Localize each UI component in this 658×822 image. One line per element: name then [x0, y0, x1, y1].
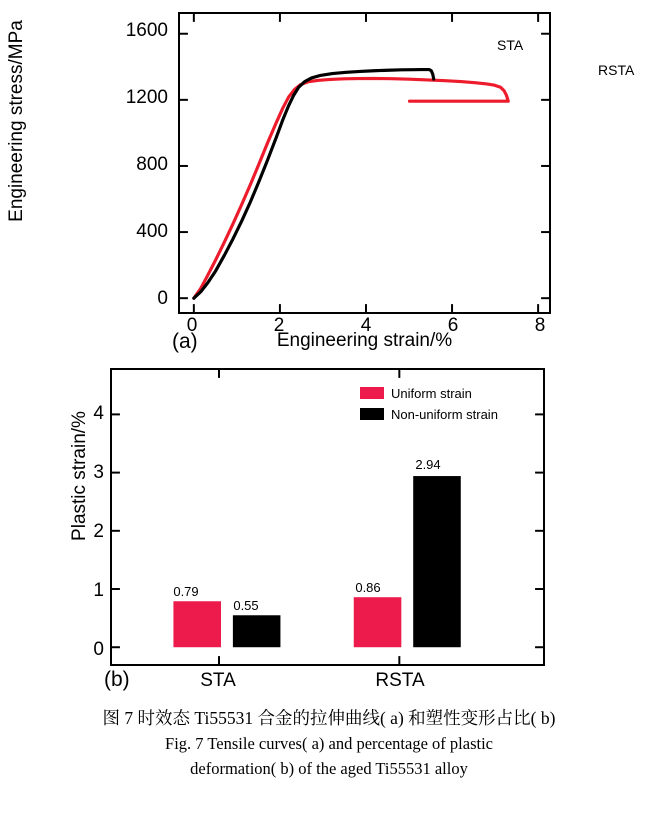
x-tick-6-a: 6 — [447, 315, 459, 336]
bar-value-rsta-uniform: 0.86 — [355, 580, 381, 595]
y-tick-0-a: 0 — [157, 288, 168, 309]
panel-tag-b: (b) — [104, 668, 130, 691]
plot-area-b — [110, 368, 545, 666]
caption-line-en-2: deformation( b) of the aged Ti55531 alloy — [190, 759, 468, 778]
y-tick-1600-a: 1600 — [125, 20, 168, 41]
x-tick-rsta-b: RSTA — [375, 670, 425, 691]
y-tick-2-b: 2 — [93, 521, 104, 542]
bar-value-sta-nonuniform: 0.55 — [233, 598, 259, 613]
bar-rsta-uniform — [354, 597, 402, 647]
bar-value-rsta-nonuniform: 2.94 — [415, 457, 441, 472]
bar-value-sta-uniform: 0.79 — [173, 584, 199, 599]
curve-label-sta: STA — [497, 37, 524, 53]
legend-label-uniform: Uniform strain — [391, 385, 472, 401]
legend-row-nonuniform — [360, 405, 550, 423]
x-tick-4-a: 4 — [360, 315, 372, 336]
y-tick-0-b: 0 — [93, 639, 104, 660]
y-tick-1200-a: 1200 — [125, 87, 168, 108]
y-tick-800-a: 800 — [136, 154, 168, 175]
x-tick-0-a: 0 — [186, 315, 198, 336]
y-tick-3-b: 3 — [93, 462, 104, 483]
x-tick-8-a: 8 — [534, 315, 546, 336]
caption-line-cn: 图 7 时效态 Ti55531 合金的拉伸曲线( a) 和塑性变形占比( b) — [102, 708, 556, 728]
legend-swatch-uniform — [360, 387, 384, 399]
y-tick-4-b: 4 — [93, 403, 104, 424]
mask-overlay — [180, 14, 549, 312]
x-axis-label-a: Engineering strain/% — [276, 330, 453, 351]
panel-b-plastic-strain — [0, 360, 658, 700]
curve-label-rsta: RSTA — [598, 62, 635, 78]
panel-a-tensile-curves — [0, 0, 658, 360]
legend-row-uniform — [360, 384, 550, 402]
y-tick-400-a: 400 — [136, 221, 168, 242]
x-tick-sta-b: STA — [200, 670, 236, 691]
plot-area-a — [178, 12, 551, 314]
panel-tag-a: (a) — [172, 330, 198, 353]
bar-sta-uniform — [173, 601, 221, 647]
caption-line-en-1: Fig. 7 Tensile curves( a) and percentage of plastic — [165, 734, 493, 753]
y-tick-1-b: 1 — [93, 580, 104, 601]
bar-sta-nonuniform — [233, 615, 281, 647]
legend-label-nonuniform: Non-uniform strain — [391, 406, 498, 422]
legend-b — [360, 384, 550, 426]
x-tick-2-a: 2 — [273, 315, 285, 336]
y-axis-label-b: Plastic strain/% — [69, 411, 90, 541]
bar-rsta-nonuniform — [413, 476, 461, 647]
figure-caption — [0, 706, 658, 781]
legend-swatch-nonuniform — [360, 408, 384, 420]
y-axis-label-a: Engineering stress/MPa — [6, 20, 27, 222]
